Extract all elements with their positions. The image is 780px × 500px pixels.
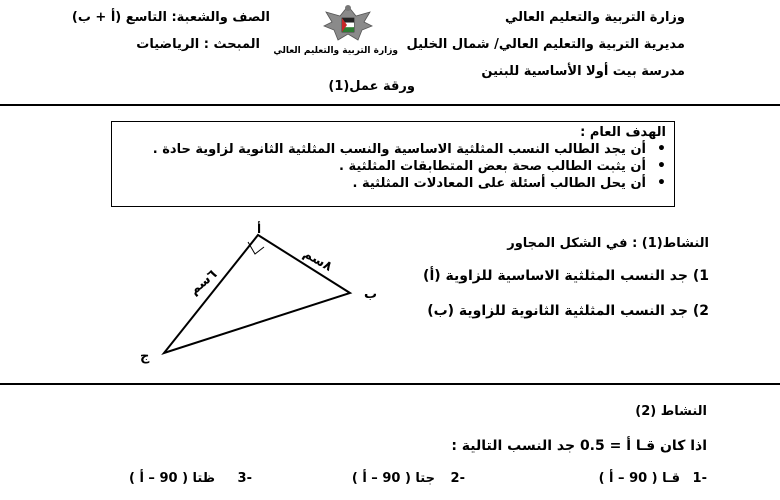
activity1-title: النشاط(1) : في الشكل المجاور [507, 236, 709, 251]
ministry-name: وزارة التربية والتعليم العالي [504, 10, 685, 25]
section-divider [0, 383, 780, 385]
logo-caption: وزارة التربية والتعليم العالي [273, 46, 398, 56]
goals-title: الهدف العام : [580, 125, 666, 140]
activity2-item-1-num: -1 [692, 471, 707, 486]
activity1-question-2: 2) جد النسب المثلثية الثانوية للزاوية (ب) [427, 303, 709, 319]
goal-item: • أن يجد الطالب النسب المثلثية الاساسية والنسب المثلثية الثانوية لزاوية حادة . [120, 141, 646, 158]
vertex-b-label: ب [364, 287, 378, 302]
ministry-logo [318, 0, 378, 46]
grade-label: الصف والشعبة: التاسع (أ + ب) [71, 10, 270, 25]
school-name: مدرسة بيت أولا الأساسية للبنين [481, 64, 685, 79]
activity2-item-2-expr: جتا ( 90 – أ ) [351, 471, 435, 486]
eagle-emblem-icon [318, 0, 378, 46]
goal-item: • أن يثبت الطالب صحة بعض المتطابقات المثلثية . [120, 158, 646, 175]
vertex-c-label: ج [140, 349, 150, 364]
activity2-item-1-expr: قـا ( 90 – أ ) [598, 471, 680, 486]
activity2-item-3-expr: ظتا ( 90 – أ ) [128, 471, 215, 486]
worksheet-title: ورقة عمل(1) [328, 79, 415, 94]
subject-label: المبحث : الرياضيات [136, 37, 260, 52]
side-ac-label: ٦سم [186, 266, 221, 299]
activity2-title: النشاط (2) [635, 404, 707, 419]
goals-list [120, 141, 666, 192]
activity1-question-1: 1) جد النسب المثلثية الاساسية للزاوية (أ) [423, 268, 709, 284]
triangle-figure [130, 220, 370, 380]
directorate-name: مديرية التربية والتعليم العالي/ شمال الخليل [406, 37, 685, 52]
goal-item: • أن يحل الطالب أسئلة على المعادلات المثلثية . [120, 175, 646, 192]
side-ab-label: ٨سم [300, 246, 335, 275]
vertex-a-label: أ [257, 222, 262, 236]
header-divider [0, 104, 780, 106]
activity2-prompt: اذا كان قـا أ = 0.5 جد النسب التالية : [451, 438, 707, 454]
activity2-item-3-num: -3 [237, 471, 252, 486]
goals-box [111, 121, 675, 207]
activity2-item-2-num: -2 [450, 471, 465, 486]
